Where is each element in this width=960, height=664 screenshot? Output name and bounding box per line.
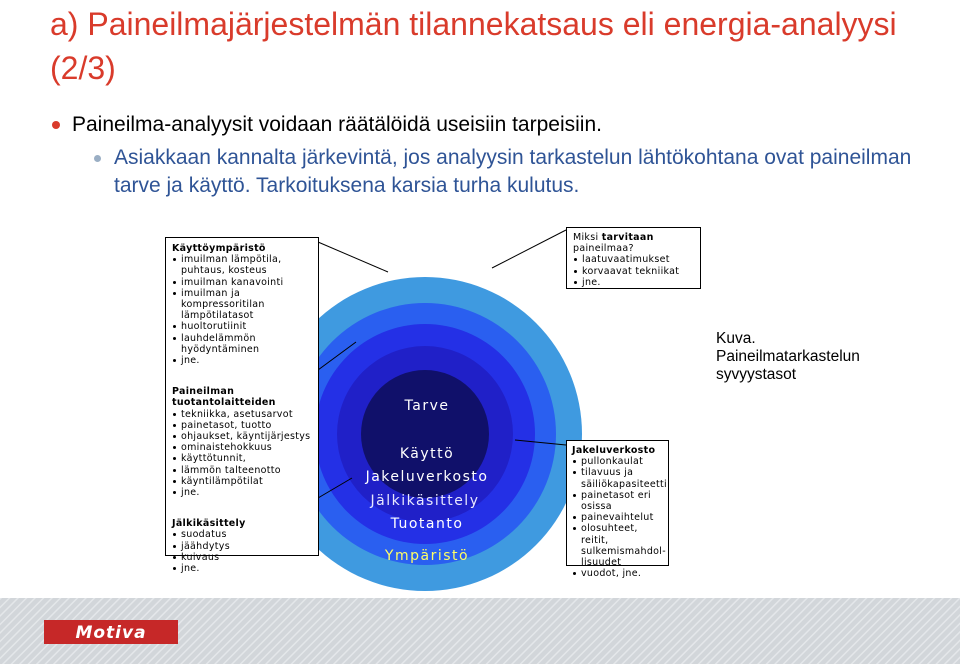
ring-label-ymparisto: Ympäristö xyxy=(384,548,470,564)
list-item: lauhdelämmön hyödyntäminen xyxy=(172,333,312,355)
right-bottom-heading: Jakeluverkosto xyxy=(572,445,656,456)
list-item: ohjaukset, käyntijärjestys xyxy=(172,431,312,442)
env-section xyxy=(172,243,312,366)
list-item: painetasot eri osissa xyxy=(572,490,663,512)
list-item: korvaavat tekniikat xyxy=(573,266,694,277)
ring-label-kaytto: Käyttö xyxy=(399,446,455,462)
list-item: imuilman kanavointi xyxy=(172,277,312,288)
list-item: jne. xyxy=(172,487,312,498)
list-item: laatuvaatimukset xyxy=(573,254,694,265)
bullet-main-text: Paineilma-analyysit voidaan räätälöidä useisiin tarpeisiin. xyxy=(72,113,602,136)
list-item: tilavuus ja säiliökapasiteetti xyxy=(572,467,663,489)
list-item: imuilman lämpötila, puhtaus, kosteus xyxy=(172,254,312,276)
heading-plain: Miksi xyxy=(573,232,602,243)
list-item: jne. xyxy=(172,563,312,574)
list-item: ominaistehokkuus xyxy=(172,442,312,453)
list-item: pullonkaulat xyxy=(572,456,663,467)
env-heading: Käyttöympäristö xyxy=(172,243,266,254)
list-item: kuivaus xyxy=(172,552,312,563)
ring-label-tuotanto: Tuotanto xyxy=(390,516,464,532)
prod-section xyxy=(172,386,312,498)
heading-rest: paineilmaa? xyxy=(573,243,634,255)
list-item: huoltorutiinit xyxy=(172,321,312,332)
right-top-info-box xyxy=(566,227,701,289)
heading-bold: tarvitaan xyxy=(601,232,654,243)
motiva-logo xyxy=(44,620,178,644)
list-item: käyntilämpötilat xyxy=(172,476,312,487)
list-item: tekniikka, asetusarvot xyxy=(172,409,312,420)
logo-text: Motiva xyxy=(75,623,147,643)
list-item: vuodot, jne. xyxy=(572,568,663,579)
prod-heading: Paineilman tuotantolaitteiden xyxy=(172,386,276,409)
right-top-heading xyxy=(573,232,694,254)
list-item: jne. xyxy=(573,277,694,288)
post-section xyxy=(172,518,312,574)
list-item: painevaihtelut xyxy=(572,512,663,523)
slide-title: a) Paineilmajärjestelmän tilannekatsaus eli energia-analyysi (2/3) xyxy=(50,6,897,86)
list-item: lämmön talteenotto xyxy=(172,465,312,476)
ring-label-jakeluverkosto: Jakeluverkosto xyxy=(365,469,489,485)
right-bottom-info-box xyxy=(566,440,669,580)
bullet-sub-text: Asiakkaan kannalta järkevintä, jos analyysin tarkastelun lähtökohtana ovat paineilman tarve ja käyttö. Tarkoituksena karsia turha kulutus. xyxy=(114,146,912,197)
list-item: olosuhteet, reitit, sulkemismahdol-lisuudet xyxy=(572,523,663,568)
list-item: painetasot, tuotto xyxy=(172,420,312,431)
figure-caption: Kuva. Paineilmatarkastelun syvyystasot xyxy=(716,330,860,383)
ring-label-tarve: Tarve xyxy=(404,398,450,414)
list-item: jne. xyxy=(172,355,312,366)
list-item: imuilman ja kompressoritilan lämpötilatasot xyxy=(172,288,312,322)
ring-label-jalkikasittely: Jälkikäsittely xyxy=(370,493,480,509)
left-info-box xyxy=(165,237,319,575)
list-item: jäähdytys xyxy=(172,541,312,552)
list-item: käyttötunnit, xyxy=(172,453,312,464)
list-item: suodatus xyxy=(172,529,312,540)
post-heading: Jälkikäsittely xyxy=(172,518,246,530)
